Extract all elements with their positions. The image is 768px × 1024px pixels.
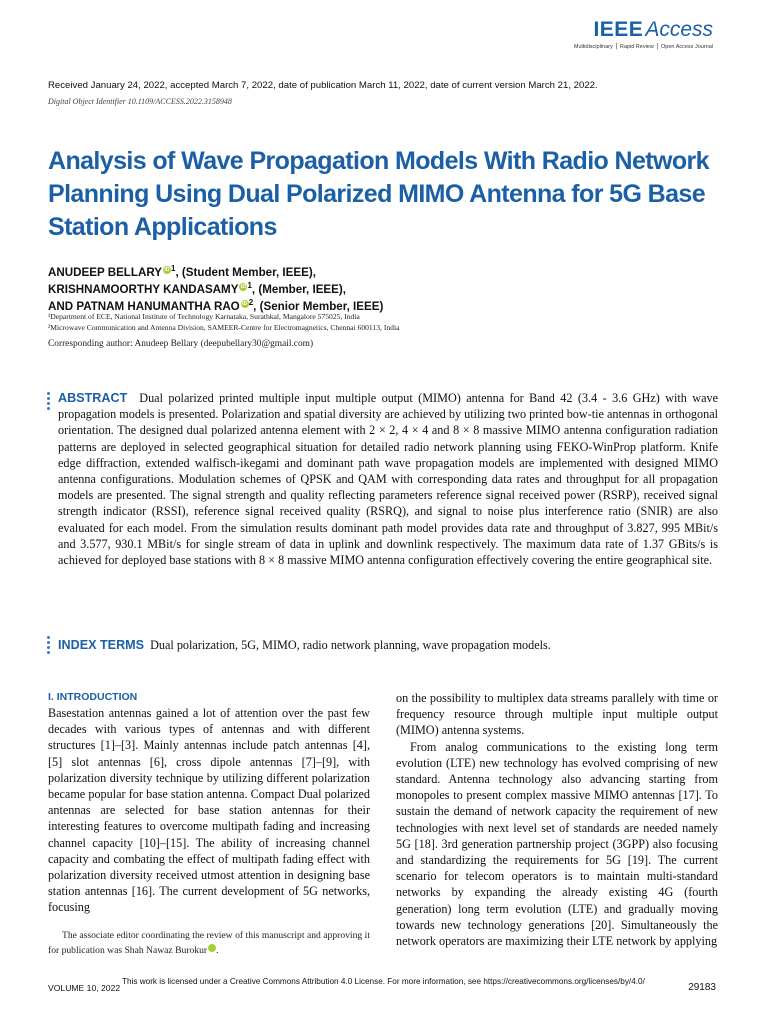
author-line-1 (48, 264, 316, 279)
author-membership: , (Student Member, IEEE), (175, 265, 316, 279)
author-name: KRISHNAMOORTHY KANDASAMY (48, 282, 239, 296)
editor-footnote: The associate editor coordinating the review of this manuscript and approving it for publication was Shah Nawaz Burokur iD. (48, 930, 370, 956)
footnote-text: The associate editor coordinating the review of this manuscript and approving it for publication was Shah Nawaz Burokur (48, 930, 370, 956)
received-dates: Received January 24, 2022, accepted March 7, 2022, date of publication March 11, 2022, date of current version March 21, 2022. (48, 80, 598, 91)
orcid-icon[interactable]: iD (240, 284, 247, 290)
abstract (58, 390, 718, 568)
author-affiliation-mark: 2 (248, 298, 254, 307)
journal-logo (574, 18, 713, 50)
author-name: ANUDEEP BELLARY (48, 265, 163, 279)
index-terms-text: Dual polarization, 5G, MIMO, radio network planning, wave propagation models. (150, 638, 551, 652)
dotted-marker-icon (47, 636, 50, 656)
author-line-3 (48, 298, 383, 313)
author-membership: , (Member, IEEE), (251, 282, 346, 296)
page-number: 29183 (688, 982, 716, 993)
body-paragraph: on the possibility to multiplex data streams parallely with time or frequency resource through multiple input multiple output (MIMO) antenna systems. (396, 691, 718, 738)
logo-tagline: Multidisciplinary ⎪ Rapid Review ⎪ Open Access Journal (573, 44, 713, 50)
body-paragraph: Basestation antennas gained a lot of attention over the past few decades with various types of antennas and with different structures [1]–[3]. Mainly antennas include patch antennas [4], [5] slot antennas [6], cross dipole antennas [7]–[9], with polarization diversity technique by utilizing different polarization became popular for base station antenna. Compact Dual polarized antennas are selected for base station antennas for their interesting features to overcome multipath fading and increasing channel capacity [10]–[15]. The ability of increasing channel capacity and combating the effect of multipath fading effect with polarization diversity received utmost attention in designing base station antennas [16]. The current development of 5G networks, focusing (48, 706, 370, 915)
author-name: AND PATNAM HANUMANTHA RAO (48, 299, 240, 313)
body-column-left (48, 690, 370, 916)
orcid-icon[interactable]: iD (164, 267, 170, 273)
abstract-text: Dual polarized printed multiple input multiple output (MIMO) antenna for Band 42 (3.4 - 3.6 GHz) with wave propagation models is presented. Polarization and spatial diversity are achieved by utilizing two printed bow-tie antennas in orthogonal orientation. The designed dual polarized antenna element with 2 × 2, 4 × 4 and 8 × 8 massive MIMO antenna configuration radiation patterns are deployed in selected geographical situation for detailed radio network planning using FEKO-WinProp platform. Knife edge diffraction, extended walfisch-ikegami and dominant path wave propagation models are implemented with designed MIMO antenna configurations. Modulation schemes of QPSK and QAM with corresponding data rates and throughput for all propagation models are presented. The signal strength and quality reflecting parameters reference signal received power (RSRP), received signal strength indicator (RSSI), reference signal received quality (RSRQ), and signal to noise plus interference ratio (SNIR) are also evaluated for each model. From the simulation results dominant path model provides data rate and throughput of 3.827, 995 MBit/s and 3.577, 930.1 MBit/s for single stream of data in uplink and downlink respectively. The maximum data rate of 1.37 GBits/s is achieved for deployed base stations with 8 × 8 massive MIMO antenna configuration effectively covering the entire geographical site. (58, 391, 718, 568)
logo-access: Access (645, 18, 713, 41)
author-line-2 (48, 281, 346, 296)
orcid-icon[interactable]: iD (241, 301, 248, 307)
body-column-right (396, 690, 718, 949)
doi: Digital Object Identifier 10.1109/ACCESS.2022.3158948 (48, 97, 232, 106)
author-affiliation-mark: 1 (171, 264, 176, 273)
footer-volume: VOLUME 10, 2022 (48, 983, 121, 993)
dotted-marker-icon (47, 392, 50, 412)
footer-license[interactable]: This work is licensed under a Creative Commons Attribution 4.0 License. For more information, see https://creativecommons.org/licenses/by/4.0/ (122, 977, 645, 986)
index-terms (58, 637, 718, 653)
author-membership: , (Senior Member, IEEE) (253, 299, 384, 313)
author-affiliation-mark: 1 (247, 281, 252, 290)
abstract-label: ABSTRACT (58, 391, 128, 405)
affiliation-1: ¹Department of ECE, National Institute of Technology Karnataka, Surathkal, Mangalore 575025, India (48, 312, 360, 321)
body-paragraph: From analog communications to the existing long term evolution (LTE) new technology has evolved comprising of new standard. Antenna technology also advancing starting from monopoles to present complex massive MIMO antennas [17]. To sustain the demand of network capacity the requirement of new technologies with next level set of standards are needed namely 5G [18]. 3rd generation partnership project (3GPP) also focusing and standardizing the requirements for 5G [19]. The current scenario for telecom operators is to maintain multi-standard networks by expanding the already existing 4G (fourth generation) long term evolution (LTE) and gradually moving towards new technology generations [20]. Simultaneously the network operators are maximizing their LTE network by applying (396, 739, 718, 949)
affiliation-2: ²Microwave Communication and Antenna Division, SAMEER-Centre for Electromagnetics, Chennai 600113, India (48, 323, 400, 332)
corresponding-author: Corresponding author: Anudeep Bellary (deepubellary30@gmail.com) (48, 339, 314, 349)
index-terms-label: INDEX TERMS (58, 638, 145, 652)
orcid-icon[interactable]: iD (208, 944, 216, 952)
section-heading: I. INTRODUCTION (48, 691, 138, 703)
logo-ieee: IEEE (593, 18, 644, 41)
paper-title: Analysis of Wave Propagation Models With Radio Network Planning Using Dual Polarized MIMO Antenna for 5G Base Station Applications (48, 147, 709, 241)
